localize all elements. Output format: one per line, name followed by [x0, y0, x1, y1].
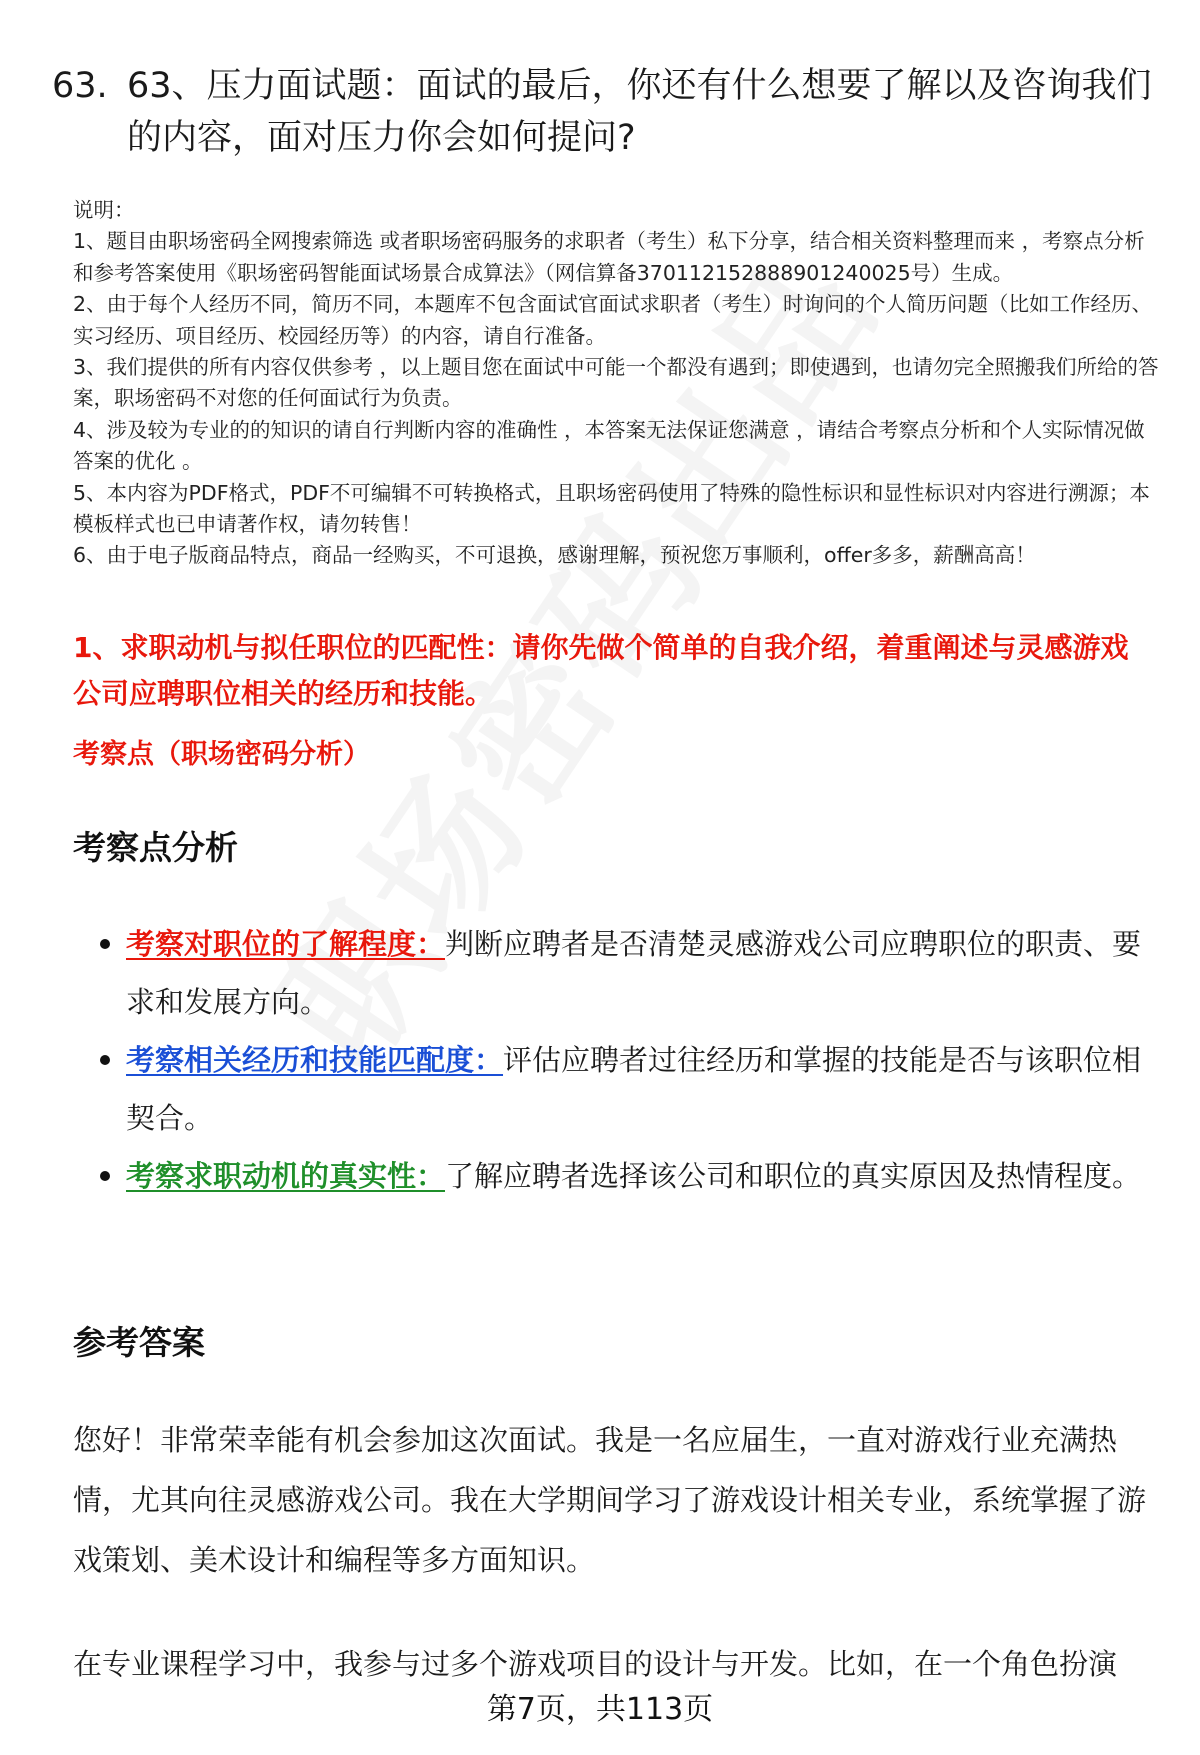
notes-block [73, 195, 1163, 572]
bullet-dot-icon [100, 1171, 110, 1181]
notes-item: 5、本内容为PDF格式，PDF不可编辑不可转换格式，且职场密码使用了特殊的隐性标识和显性标识对内容进行溯源；本模板样式也已申请著作权，请勿转售！ [73, 480, 1150, 537]
sub-question: 1、求职动机与拟任职位的匹配性：请你先做个简单的自我介绍，着重阐述与灵感游戏公司应聘职位相关的经历和技能。 [73, 631, 1129, 710]
analysis-item [73, 1031, 1153, 1147]
answer-paragraph: 您好！非常荣幸能有机会参加这次面试。我是一名应届生，一直对游戏行业充满热情，尤其向往灵感游戏公司。我在大学期间学习了游戏设计相关专业，系统掌握了游戏策划、美术设计和编程等多方面知识。 [73, 1423, 1147, 1577]
analysis-heading: 考察点分析 [73, 828, 238, 867]
question-text: 63、压力面试题：面试的最后，你还有什么想要了解以及咨询我们的内容，面对压力你会如何提问? [127, 66, 1152, 158]
analysis-item-label: 考察求职动机的真实性： [126, 1159, 446, 1193]
focus-label: 考察点（职场密码分析） [73, 739, 370, 770]
analysis-item-text: 了解应聘者选择该公司和职位的真实原因及热情程度。 [445, 1159, 1142, 1193]
analysis-item [73, 915, 1153, 1031]
analysis-item-text: 判断应聘者是否清楚灵感游戏公司应聘职位的职责、要求和发展方向。 [126, 927, 1142, 1019]
bullet-dot-icon [100, 939, 110, 949]
question-title [52, 60, 1152, 164]
notes-item: 2、由于每个人经历不同，简历不同，本题库不包含面试官面试求职者（考生）时询问的个人简历问题（比如工作经历、实习经历、项目经历、校园经历等）的内容，请自行准备。 [73, 292, 1153, 348]
analysis-item-label: 考察相关经历和技能匹配度： [126, 1043, 504, 1077]
analysis-list [73, 915, 1153, 1205]
analysis-item [73, 1147, 1153, 1205]
answer-body [73, 1410, 1153, 1738]
page-footer: 第7页，共113页 [486, 1692, 714, 1727]
notes-heading: 说明： [73, 198, 135, 222]
question-number: 63. [52, 66, 108, 106]
notes-item: 3、我们提供的所有内容仅供参考 ，以上题目您在面试中可能一个都没有遇到；即使遇到，也请勿完全照搬我们所给的答案，职场密码不对您的任何面试行为负责。 [73, 355, 1159, 411]
bullet-dot-icon [100, 1055, 110, 1065]
answer-heading: 参考答案 [73, 1323, 205, 1362]
notes-item: 1、题目由职场密码全网搜索筛选 或者职场密码服务的求职者（考生）私下分享，结合相关资料整理而来 ，考察点分析和参考答案使用《职场密码智能面试场景合成算法》（网信算备370112152888901240025号）生成。 [73, 229, 1145, 285]
analysis-item-label: 考察对职位的了解程度： [126, 927, 446, 961]
analysis-item-text: 评估应聘者过往经历和掌握的技能是否与该职位相契合。 [126, 1043, 1142, 1135]
notes-item: 6、由于电子版商品特点，商品一经购买，不可退换，感谢理解，预祝您万事顺利，offer多多，薪酬高高！ [73, 543, 1036, 568]
answer-paragraph: 在专业课程学习中，我参与过多个游戏项目的设计与开发。比如，在一个角色扮演 [73, 1647, 1118, 1681]
notes-item: 4、涉及较为专业的的知识的请自行判断内容的准确性 ，本答案无法保证您满意 ，请结合考察点分析和个人实际情况做答案的优化 。 [73, 417, 1145, 474]
